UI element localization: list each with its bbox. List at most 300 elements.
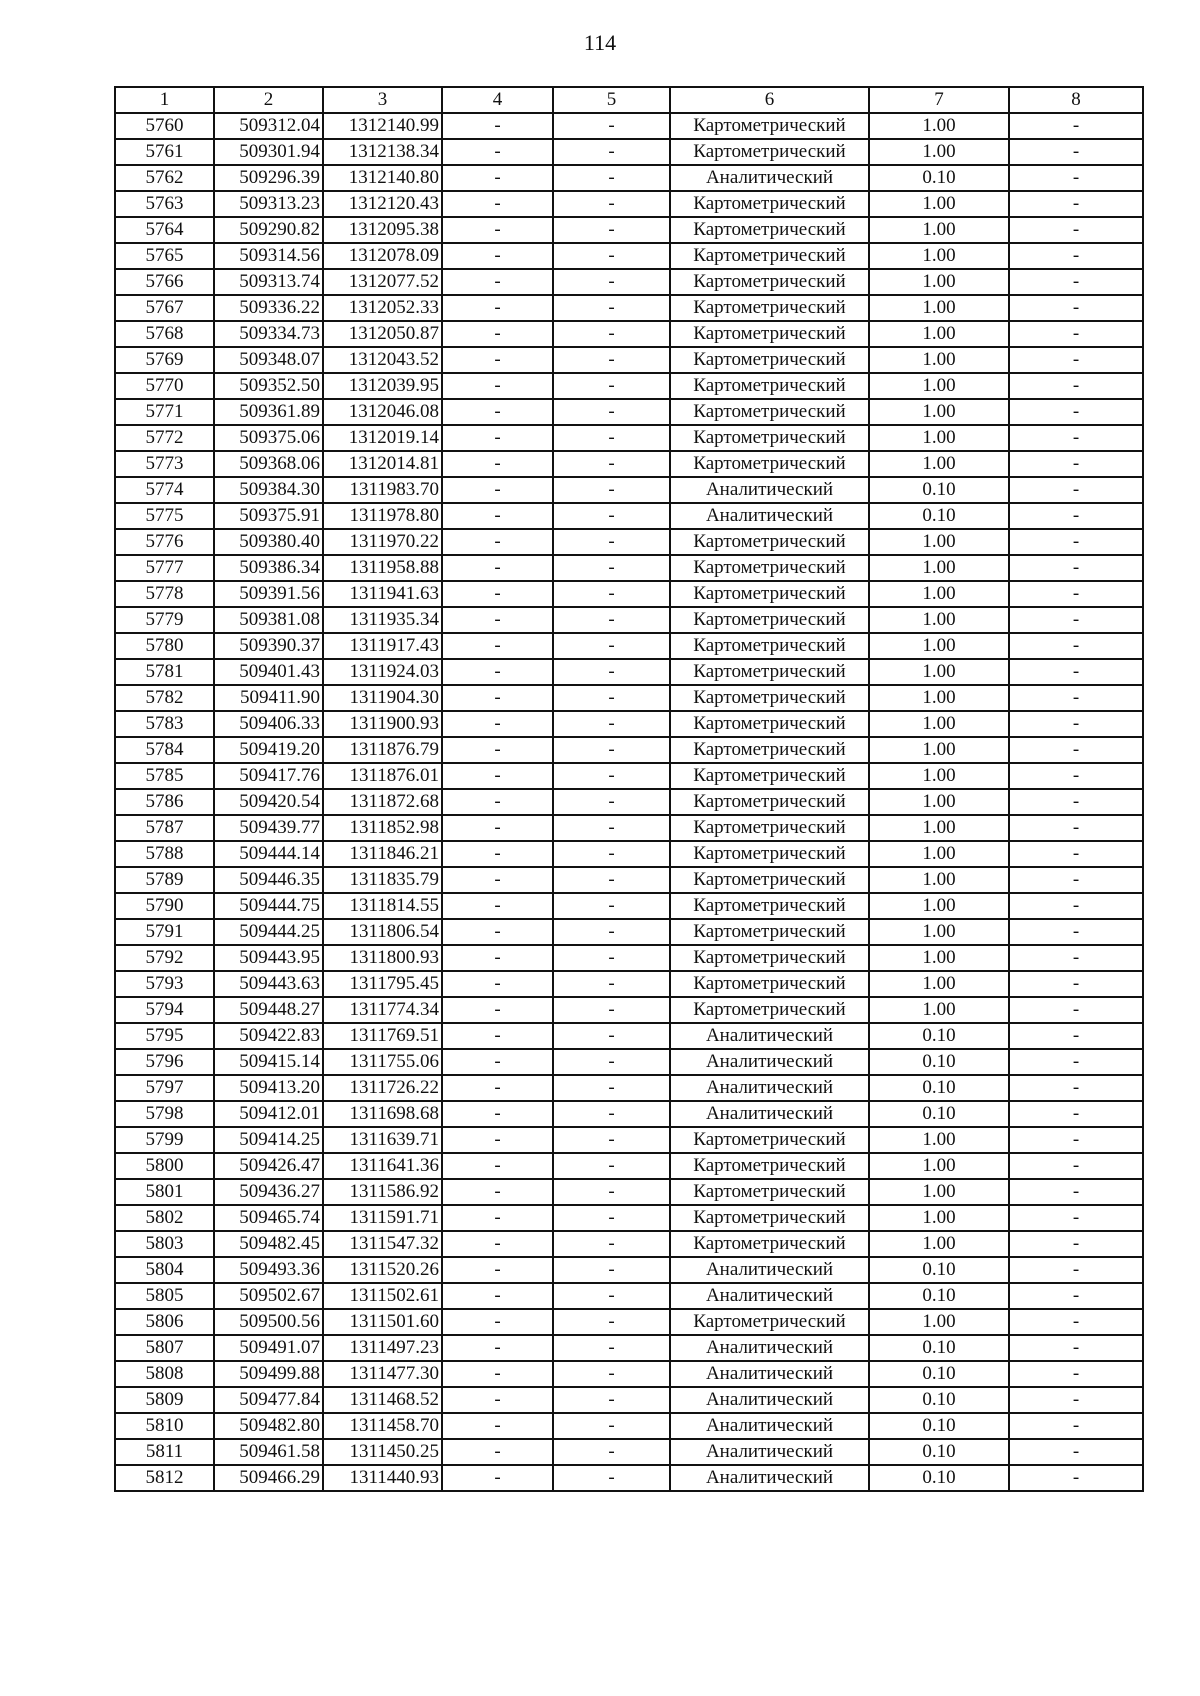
table-row [115, 1335, 1143, 1361]
col8-cell: - [1009, 1439, 1143, 1465]
table-row [115, 607, 1143, 633]
col4-cell: - [442, 1413, 553, 1439]
col5-cell: - [553, 165, 670, 191]
x-coordinate-cell: 509419.20 [214, 737, 323, 763]
col4-cell: - [442, 607, 553, 633]
col5-cell: - [553, 1257, 670, 1283]
point-number-cell: 5797 [115, 1075, 214, 1101]
method-cell: Картометрический [670, 1309, 869, 1335]
y-coordinate-cell: 1312046.08 [323, 399, 442, 425]
col4-cell: - [442, 373, 553, 399]
point-number-cell: 5771 [115, 399, 214, 425]
x-coordinate-cell: 509375.91 [214, 503, 323, 529]
method-cell: Аналитический [670, 1283, 869, 1309]
point-number-cell: 5803 [115, 1231, 214, 1257]
x-coordinate-cell: 509466.29 [214, 1465, 323, 1491]
method-cell: Картометрический [670, 971, 869, 997]
y-coordinate-cell: 1311641.36 [323, 1153, 442, 1179]
method-cell: Картометрический [670, 1179, 869, 1205]
accuracy-cell: 0.10 [869, 165, 1009, 191]
point-number-cell: 5764 [115, 217, 214, 243]
point-number-cell: 5767 [115, 295, 214, 321]
col8-cell: - [1009, 997, 1143, 1023]
x-coordinate-cell: 509361.89 [214, 399, 323, 425]
col5-cell: - [553, 737, 670, 763]
point-number-cell: 5778 [115, 581, 214, 607]
accuracy-cell: 0.10 [869, 1257, 1009, 1283]
point-number-cell: 5775 [115, 503, 214, 529]
y-coordinate-cell: 1312039.95 [323, 373, 442, 399]
col5-cell: - [553, 867, 670, 893]
method-cell: Картометрический [670, 295, 869, 321]
method-cell: Аналитический [670, 1101, 869, 1127]
col5-cell: - [553, 711, 670, 737]
accuracy-cell: 1.00 [869, 425, 1009, 451]
col8-cell: - [1009, 1335, 1143, 1361]
method-cell: Аналитический [670, 503, 869, 529]
y-coordinate-cell: 1311450.25 [323, 1439, 442, 1465]
x-coordinate-cell: 509443.63 [214, 971, 323, 997]
point-number-cell: 5801 [115, 1179, 214, 1205]
col4-cell: - [442, 1205, 553, 1231]
col4-cell: - [442, 191, 553, 217]
point-number-cell: 5785 [115, 763, 214, 789]
method-cell: Картометрический [670, 529, 869, 555]
table-row [115, 737, 1143, 763]
y-coordinate-cell: 1312078.09 [323, 243, 442, 269]
col8-cell: - [1009, 1179, 1143, 1205]
col4-cell: - [442, 997, 553, 1023]
y-coordinate-cell: 1311726.22 [323, 1075, 442, 1101]
col4-cell: - [442, 1023, 553, 1049]
col4-cell: - [442, 685, 553, 711]
table-row [115, 139, 1143, 165]
table-row [115, 165, 1143, 191]
table-row [115, 217, 1143, 243]
accuracy-cell: 1.00 [869, 841, 1009, 867]
col5-cell: - [553, 1283, 670, 1309]
x-coordinate-cell: 509420.54 [214, 789, 323, 815]
point-number-cell: 5811 [115, 1439, 214, 1465]
x-coordinate-cell: 509313.23 [214, 191, 323, 217]
accuracy-cell: 1.00 [869, 893, 1009, 919]
coordinates-table [114, 86, 1144, 1492]
method-cell: Аналитический [670, 165, 869, 191]
method-cell: Аналитический [670, 1465, 869, 1491]
accuracy-cell: 1.00 [869, 399, 1009, 425]
method-cell: Картометрический [670, 711, 869, 737]
col5-cell: - [553, 607, 670, 633]
table-row [115, 1257, 1143, 1283]
accuracy-cell: 0.10 [869, 1075, 1009, 1101]
x-coordinate-cell: 509446.35 [214, 867, 323, 893]
table-row [115, 1049, 1143, 1075]
accuracy-cell: 0.10 [869, 1101, 1009, 1127]
col5-cell: - [553, 1205, 670, 1231]
point-number-cell: 5788 [115, 841, 214, 867]
col8-cell: - [1009, 217, 1143, 243]
x-coordinate-cell: 509390.37 [214, 633, 323, 659]
table-header-row [115, 87, 1143, 113]
point-number-cell: 5809 [115, 1387, 214, 1413]
accuracy-cell: 1.00 [869, 581, 1009, 607]
y-coordinate-cell: 1311502.61 [323, 1283, 442, 1309]
accuracy-cell: 1.00 [869, 711, 1009, 737]
col5-cell: - [553, 633, 670, 659]
table-row [115, 399, 1143, 425]
col8-cell: - [1009, 867, 1143, 893]
y-coordinate-cell: 1312019.14 [323, 425, 442, 451]
y-coordinate-cell: 1311755.06 [323, 1049, 442, 1075]
col4-cell: - [442, 1179, 553, 1205]
col4-cell: - [442, 1309, 553, 1335]
col8-cell: - [1009, 399, 1143, 425]
col4-cell: - [442, 711, 553, 737]
x-coordinate-cell: 509380.40 [214, 529, 323, 555]
table-row [115, 1309, 1143, 1335]
col8-cell: - [1009, 321, 1143, 347]
col5-cell: - [553, 321, 670, 347]
point-number-cell: 5772 [115, 425, 214, 451]
y-coordinate-cell: 1311900.93 [323, 711, 442, 737]
accuracy-cell: 1.00 [869, 555, 1009, 581]
point-number-cell: 5765 [115, 243, 214, 269]
x-coordinate-cell: 509386.34 [214, 555, 323, 581]
accuracy-cell: 1.00 [869, 1309, 1009, 1335]
table-row [115, 1205, 1143, 1231]
accuracy-cell: 1.00 [869, 789, 1009, 815]
col8-cell: - [1009, 711, 1143, 737]
col8-cell: - [1009, 1049, 1143, 1075]
point-number-cell: 5780 [115, 633, 214, 659]
y-coordinate-cell: 1311468.52 [323, 1387, 442, 1413]
y-coordinate-cell: 1311935.34 [323, 607, 442, 633]
col8-cell: - [1009, 451, 1143, 477]
point-number-cell: 5812 [115, 1465, 214, 1491]
x-coordinate-cell: 509401.43 [214, 659, 323, 685]
col5-cell: - [553, 139, 670, 165]
accuracy-cell: 1.00 [869, 1127, 1009, 1153]
table-row [115, 841, 1143, 867]
col4-cell: - [442, 1049, 553, 1075]
accuracy-cell: 1.00 [869, 243, 1009, 269]
col5-cell: - [553, 1309, 670, 1335]
col4-cell: - [442, 737, 553, 763]
col5-cell: - [553, 295, 670, 321]
point-number-cell: 5774 [115, 477, 214, 503]
y-coordinate-cell: 1311795.45 [323, 971, 442, 997]
y-coordinate-cell: 1311497.23 [323, 1335, 442, 1361]
method-cell: Картометрический [670, 347, 869, 373]
y-coordinate-cell: 1311591.71 [323, 1205, 442, 1231]
column-header: 3 [323, 87, 442, 113]
col5-cell: - [553, 1023, 670, 1049]
accuracy-cell: 0.10 [869, 503, 1009, 529]
col4-cell: - [442, 425, 553, 451]
x-coordinate-cell: 509406.33 [214, 711, 323, 737]
point-number-cell: 5770 [115, 373, 214, 399]
col4-cell: - [442, 243, 553, 269]
x-coordinate-cell: 509352.50 [214, 373, 323, 399]
col8-cell: - [1009, 555, 1143, 581]
col8-cell: - [1009, 1153, 1143, 1179]
method-cell: Картометрический [670, 269, 869, 295]
y-coordinate-cell: 1311806.54 [323, 919, 442, 945]
col4-cell: - [442, 451, 553, 477]
col8-cell: - [1009, 581, 1143, 607]
method-cell: Аналитический [670, 477, 869, 503]
col8-cell: - [1009, 113, 1143, 139]
accuracy-cell: 1.00 [869, 1205, 1009, 1231]
col5-cell: - [553, 919, 670, 945]
accuracy-cell: 0.10 [869, 1413, 1009, 1439]
page-number: 114 [583, 30, 617, 55]
col5-cell: - [553, 1101, 670, 1127]
col4-cell: - [442, 1127, 553, 1153]
col8-cell: - [1009, 269, 1143, 295]
col8-cell: - [1009, 659, 1143, 685]
y-coordinate-cell: 1311639.71 [323, 1127, 442, 1153]
point-number-cell: 5791 [115, 919, 214, 945]
point-number-cell: 5805 [115, 1283, 214, 1309]
table-row [115, 503, 1143, 529]
table-row [115, 945, 1143, 971]
table-row [115, 373, 1143, 399]
y-coordinate-cell: 1312138.34 [323, 139, 442, 165]
method-cell: Картометрический [670, 893, 869, 919]
method-cell: Картометрический [670, 737, 869, 763]
col4-cell: - [442, 633, 553, 659]
table-row [115, 1387, 1143, 1413]
accuracy-cell: 1.00 [869, 295, 1009, 321]
col8-cell: - [1009, 295, 1143, 321]
point-number-cell: 5786 [115, 789, 214, 815]
accuracy-cell: 0.10 [869, 1049, 1009, 1075]
x-coordinate-cell: 509368.06 [214, 451, 323, 477]
col5-cell: - [553, 1231, 670, 1257]
point-number-cell: 5779 [115, 607, 214, 633]
col5-cell: - [553, 997, 670, 1023]
col4-cell: - [442, 971, 553, 997]
col4-cell: - [442, 893, 553, 919]
col5-cell: - [553, 243, 670, 269]
method-cell: Аналитический [670, 1023, 869, 1049]
col5-cell: - [553, 1127, 670, 1153]
point-number-cell: 5810 [115, 1413, 214, 1439]
col5-cell: - [553, 1075, 670, 1101]
col8-cell: - [1009, 425, 1143, 451]
x-coordinate-cell: 509415.14 [214, 1049, 323, 1075]
y-coordinate-cell: 1311477.30 [323, 1361, 442, 1387]
point-number-cell: 5798 [115, 1101, 214, 1127]
point-number-cell: 5808 [115, 1361, 214, 1387]
table-row [115, 1101, 1143, 1127]
col5-cell: - [553, 1153, 670, 1179]
accuracy-cell: 1.00 [869, 529, 1009, 555]
method-cell: Картометрический [670, 763, 869, 789]
x-coordinate-cell: 509444.25 [214, 919, 323, 945]
col8-cell: - [1009, 1231, 1143, 1257]
accuracy-cell: 1.00 [869, 971, 1009, 997]
col8-cell: - [1009, 633, 1143, 659]
col5-cell: - [553, 815, 670, 841]
accuracy-cell: 1.00 [869, 659, 1009, 685]
x-coordinate-cell: 509444.75 [214, 893, 323, 919]
col5-cell: - [553, 477, 670, 503]
point-number-cell: 5790 [115, 893, 214, 919]
accuracy-cell: 1.00 [869, 113, 1009, 139]
col5-cell: - [553, 1439, 670, 1465]
col4-cell: - [442, 581, 553, 607]
col8-cell: - [1009, 815, 1143, 841]
method-cell: Картометрический [670, 1127, 869, 1153]
accuracy-cell: 0.10 [869, 1387, 1009, 1413]
col8-cell: - [1009, 139, 1143, 165]
point-number-cell: 5800 [115, 1153, 214, 1179]
y-coordinate-cell: 1312095.38 [323, 217, 442, 243]
col8-cell: - [1009, 1127, 1143, 1153]
table-row [115, 711, 1143, 737]
method-cell: Аналитический [670, 1387, 869, 1413]
accuracy-cell: 0.10 [869, 477, 1009, 503]
col4-cell: - [442, 1153, 553, 1179]
y-coordinate-cell: 1312050.87 [323, 321, 442, 347]
col8-cell: - [1009, 191, 1143, 217]
x-coordinate-cell: 509436.27 [214, 1179, 323, 1205]
table-row [115, 893, 1143, 919]
x-coordinate-cell: 509493.36 [214, 1257, 323, 1283]
method-cell: Картометрический [670, 815, 869, 841]
table-row [115, 789, 1143, 815]
x-coordinate-cell: 509413.20 [214, 1075, 323, 1101]
col4-cell: - [442, 815, 553, 841]
col8-cell: - [1009, 763, 1143, 789]
column-header: 7 [869, 87, 1009, 113]
y-coordinate-cell: 1311876.79 [323, 737, 442, 763]
y-coordinate-cell: 1311440.93 [323, 1465, 442, 1491]
table-row [115, 269, 1143, 295]
y-coordinate-cell: 1311835.79 [323, 867, 442, 893]
point-number-cell: 5777 [115, 555, 214, 581]
point-number-cell: 5784 [115, 737, 214, 763]
method-cell: Аналитический [670, 1439, 869, 1465]
table-row [115, 477, 1143, 503]
method-cell: Аналитический [670, 1413, 869, 1439]
accuracy-cell: 1.00 [869, 919, 1009, 945]
col4-cell: - [442, 165, 553, 191]
col4-cell: - [442, 347, 553, 373]
point-number-cell: 5807 [115, 1335, 214, 1361]
table-row [115, 581, 1143, 607]
y-coordinate-cell: 1311846.21 [323, 841, 442, 867]
point-number-cell: 5795 [115, 1023, 214, 1049]
col8-cell: - [1009, 1257, 1143, 1283]
col8-cell: - [1009, 919, 1143, 945]
point-number-cell: 5789 [115, 867, 214, 893]
accuracy-cell: 0.10 [869, 1023, 1009, 1049]
y-coordinate-cell: 1312077.52 [323, 269, 442, 295]
x-coordinate-cell: 509448.27 [214, 997, 323, 1023]
x-coordinate-cell: 509411.90 [214, 685, 323, 711]
point-number-cell: 5799 [115, 1127, 214, 1153]
accuracy-cell: 1.00 [869, 1179, 1009, 1205]
accuracy-cell: 1.00 [869, 373, 1009, 399]
col4-cell: - [442, 295, 553, 321]
col4-cell: - [442, 1283, 553, 1309]
col5-cell: - [553, 763, 670, 789]
accuracy-cell: 1.00 [869, 685, 1009, 711]
x-coordinate-cell: 509461.58 [214, 1439, 323, 1465]
col5-cell: - [553, 685, 670, 711]
table-row [115, 1465, 1143, 1491]
accuracy-cell: 1.00 [869, 321, 1009, 347]
col8-cell: - [1009, 945, 1143, 971]
y-coordinate-cell: 1311904.30 [323, 685, 442, 711]
col5-cell: - [553, 503, 670, 529]
column-header: 8 [1009, 87, 1143, 113]
x-coordinate-cell: 509499.88 [214, 1361, 323, 1387]
col8-cell: - [1009, 841, 1143, 867]
col8-cell: - [1009, 503, 1143, 529]
point-number-cell: 5806 [115, 1309, 214, 1335]
y-coordinate-cell: 1311698.68 [323, 1101, 442, 1127]
y-coordinate-cell: 1312014.81 [323, 451, 442, 477]
point-number-cell: 5787 [115, 815, 214, 841]
accuracy-cell: 1.00 [869, 139, 1009, 165]
table-row [115, 1231, 1143, 1257]
table-row [115, 633, 1143, 659]
table-row [115, 919, 1143, 945]
x-coordinate-cell: 509465.74 [214, 1205, 323, 1231]
table-row [115, 971, 1143, 997]
method-cell: Картометрический [670, 373, 869, 399]
method-cell: Картометрический [670, 191, 869, 217]
method-cell: Аналитический [670, 1335, 869, 1361]
point-number-cell: 5804 [115, 1257, 214, 1283]
y-coordinate-cell: 1311924.03 [323, 659, 442, 685]
table-row [115, 1413, 1143, 1439]
point-number-cell: 5766 [115, 269, 214, 295]
y-coordinate-cell: 1311586.92 [323, 1179, 442, 1205]
col8-cell: - [1009, 1465, 1143, 1491]
col5-cell: - [553, 191, 670, 217]
y-coordinate-cell: 1311941.63 [323, 581, 442, 607]
col4-cell: - [442, 919, 553, 945]
y-coordinate-cell: 1311769.51 [323, 1023, 442, 1049]
col8-cell: - [1009, 477, 1143, 503]
accuracy-cell: 0.10 [869, 1439, 1009, 1465]
col5-cell: - [553, 1387, 670, 1413]
table-row [115, 1361, 1143, 1387]
table-row [115, 1127, 1143, 1153]
x-coordinate-cell: 509336.22 [214, 295, 323, 321]
y-coordinate-cell: 1312140.99 [323, 113, 442, 139]
y-coordinate-cell: 1311970.22 [323, 529, 442, 555]
x-coordinate-cell: 509417.76 [214, 763, 323, 789]
y-coordinate-cell: 1311520.26 [323, 1257, 442, 1283]
y-coordinate-cell: 1311852.98 [323, 815, 442, 841]
col8-cell: - [1009, 893, 1143, 919]
col4-cell: - [442, 789, 553, 815]
point-number-cell: 5769 [115, 347, 214, 373]
table-row [115, 451, 1143, 477]
table-row [115, 425, 1143, 451]
col5-cell: - [553, 893, 670, 919]
x-coordinate-cell: 509301.94 [214, 139, 323, 165]
col5-cell: - [553, 373, 670, 399]
col4-cell: - [442, 217, 553, 243]
point-number-cell: 5763 [115, 191, 214, 217]
